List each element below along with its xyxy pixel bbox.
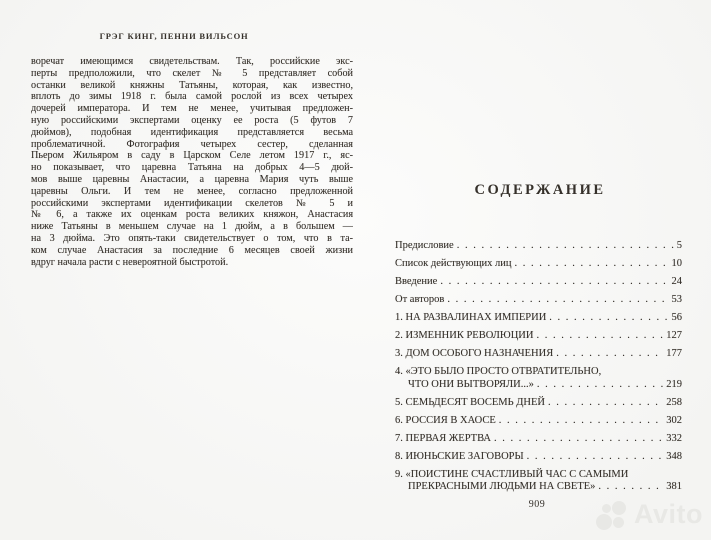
- dot-leader: [440, 276, 668, 289]
- text-line: Пьером Жильяром в саду в Царском Селе летом 1917 г., яс-: [31, 150, 353, 162]
- dot-leader: [494, 433, 663, 446]
- toc-entry: [395, 240, 682, 253]
- toc-entry-page: 56: [671, 312, 682, 323]
- toc-entry: [395, 415, 682, 428]
- text-line: останки великой княжны Татьяны, которая, как известно,: [31, 79, 353, 91]
- dot-leader: [548, 397, 663, 410]
- toc-entry-title: 5. СЕМЬДЕСЯТ ВОСЕМЬ ДНЕЙ: [395, 396, 545, 408]
- toc-entry-page: 332: [666, 432, 682, 444]
- toc-entry-title: От авторов: [395, 294, 445, 305]
- page-number: 909: [528, 499, 546, 510]
- toc-entry: [395, 294, 682, 307]
- avito-watermark: [594, 500, 711, 536]
- dot-leader: [556, 348, 663, 361]
- toc-entry-page: 10: [671, 258, 682, 269]
- toc-entry-page: 53: [671, 294, 682, 305]
- toc-entry-title: 9. «ПОИСТИНЕ СЧАСТЛИВЫЙ ЧАС С САМЫМИ: [395, 468, 629, 480]
- avito-logo-icon: [596, 501, 632, 535]
- dot-leader: [447, 294, 668, 307]
- toc-entry-page: 381: [666, 481, 682, 492]
- text-line: дюймов), подобная идентификация представляется весьма: [31, 126, 353, 138]
- text-line: вдруг начала расти с невероятной быстротой.: [31, 256, 229, 268]
- toc-entry-title: 2. ИЗМЕННИК РЕВОЛЮЦИИ: [395, 330, 534, 341]
- dot-leader: [527, 451, 664, 464]
- text-line: вплоть до зимы 1918 г. была самой рослой из всех четырех: [31, 91, 353, 103]
- text-line: царевны Ольги. И тем не менее, согласно предложенной: [31, 185, 353, 197]
- toc-entry: [395, 366, 682, 391]
- toc-entry: [395, 330, 682, 343]
- text-line: перты предположили, что скелет № 5 представляет собой: [31, 67, 353, 79]
- table-of-contents: [395, 240, 682, 499]
- text-line: ную российскими экспертами оценку ее роста (5 футов 7: [31, 114, 353, 126]
- toc-entry-title: Предисловие: [395, 240, 454, 251]
- running-header: ГРЭГ КИНГ, ПЕННИ ВИЛЬСОН: [99, 31, 249, 41]
- text-line: № 6, а также их оценкам роста великих княжон, Анастасия: [31, 209, 353, 221]
- text-line: на 3 дюйма. Это опять-таки свидетельствует о том, что в та-: [31, 232, 353, 244]
- dot-leader: [537, 379, 663, 392]
- toc-title: СОДЕРЖАНИЕ: [474, 182, 606, 198]
- toc-entry-title: 4. «ЭТО БЫЛО ПРОСТО ОТВРАТИТЕЛЬНО,: [395, 366, 602, 377]
- text-line: проблематичной. Фотография четырех сестер, сделанная: [31, 138, 353, 150]
- toc-entry-page: 24: [671, 276, 682, 287]
- dot-leader: [598, 481, 663, 494]
- toc-entry-title: 1. НА РАЗВАЛИНАХ ИМПЕРИИ: [395, 312, 547, 323]
- toc-entry-title: 6. РОССИЯ В ХАОСЕ: [395, 414, 496, 426]
- toc-entry-title: Список действующих лиц: [395, 258, 512, 269]
- toc-entry: [395, 433, 682, 446]
- toc-entry-page: 302: [666, 414, 682, 426]
- toc-entry-page: 127: [666, 330, 682, 341]
- toc-entry-title: 3. ДОМ ОСОБОГО НАЗНАЧЕНИЯ: [395, 348, 554, 359]
- toc-entry: [395, 469, 682, 494]
- toc-entry-title: 7. ПЕРВАЯ ЖЕРТВА: [395, 432, 492, 444]
- dot-leader: [515, 258, 669, 271]
- text-line: ком случае Анастасия за последние 6 месяцев своей жизни: [31, 244, 353, 256]
- dot-leader: [549, 312, 668, 325]
- toc-entry-page: 219: [666, 378, 682, 390]
- toc-entry: [395, 348, 682, 361]
- text-line: дочерей императора. И тем не менее, учитывая предложен-: [31, 103, 353, 115]
- toc-entry-page: 258: [666, 396, 682, 408]
- text-line: российскими экспертами идентификации скелетов № 5 и: [31, 197, 353, 209]
- left-page-paragraph: [31, 56, 353, 268]
- toc-entry-page: 5: [676, 240, 682, 251]
- text-line: мов выше царевны Анастасии, а царевна Мария чуть выше: [31, 173, 353, 185]
- text-line: воречат имеющимся свидетельствам. Так, российские экс-: [31, 56, 353, 67]
- toc-entry-title: Введение: [395, 276, 438, 287]
- dot-leader: [536, 330, 663, 343]
- dot-leader: [457, 240, 674, 253]
- toc-entry-page: 177: [666, 348, 682, 359]
- toc-entry: [395, 451, 682, 464]
- toc-entry-page: 348: [666, 450, 682, 462]
- toc-entry: [395, 258, 682, 271]
- toc-entry-title-line2: ЧТО ОНИ ВЫТВОРЯЛИ...»: [408, 378, 534, 390]
- text-line: но показывает, что царевна Татьяна на добрых 4—5 дюй-: [31, 162, 353, 174]
- toc-entry-title: 8. ИЮНЬСКИЕ ЗАГОВОРЫ: [395, 450, 524, 462]
- toc-entry: [395, 312, 682, 325]
- toc-entry-title-line2: ПРЕКРАСНЫМИ ЛЮДЬМИ НА СВЕТЕ»: [408, 481, 596, 492]
- dot-leader: [499, 415, 663, 428]
- text-line: ниже Татьяны в меньшем случае на 1 дюйм, а в большем —: [31, 221, 353, 233]
- toc-entry: [395, 276, 682, 289]
- avito-watermark-text: Avito: [634, 499, 703, 529]
- toc-entry: [395, 397, 682, 410]
